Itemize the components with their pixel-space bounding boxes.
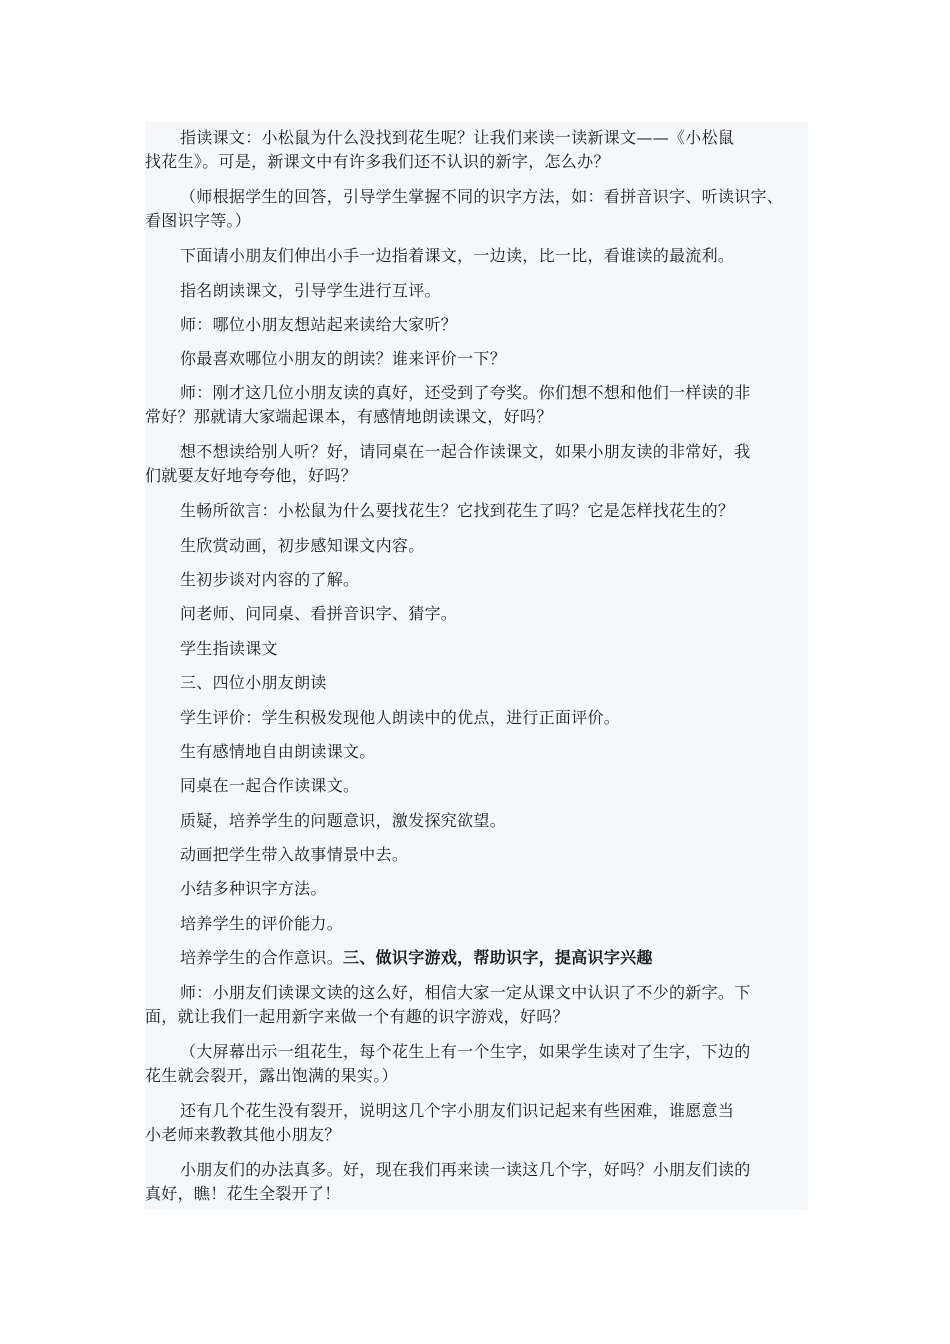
text-line: 小结多种识字方法。	[180, 879, 327, 898]
paragraph	[145, 244, 825, 268]
paragraph	[145, 499, 825, 523]
text-line: 学生评价：学生积极发现他人朗读中的优点，进行正面评价。	[180, 708, 621, 727]
text-line: 培养学生的评价能力。	[180, 914, 344, 933]
text-line: 小老师来教教其他小朋友？	[145, 1125, 341, 1144]
text-line: 你最喜欢哪位小朋友的朗读？谁来评价一下？	[180, 349, 507, 368]
text-line	[145, 946, 825, 970]
text-line: 学生指读课文	[180, 639, 278, 658]
paragraph	[145, 347, 825, 371]
text-line: 们就要友好地夸夸他，好吗？	[145, 466, 357, 485]
text-line: 质疑，培养学生的问题意识，激发探究欲望。	[180, 811, 507, 830]
text-line: 生有感情地自由朗读课文。	[180, 742, 376, 761]
paragraph	[145, 671, 825, 695]
text-line: 师：刚才这几位小朋友读的真好，还受到了夸奖。你们想不想和他们一样读的非	[180, 383, 751, 402]
paragraph	[145, 740, 825, 764]
text-line: 还有几个花生没有裂开，说明这几个字小朋友们识记起来有些困难，谁愿意当	[180, 1101, 735, 1120]
paragraph	[145, 534, 825, 558]
paragraph	[145, 912, 825, 936]
paragraph	[145, 313, 825, 337]
text-line: 动画把学生带入故事情景中去。	[180, 845, 409, 864]
paragraph	[145, 843, 825, 867]
text-line: （师根据学生的回答，引导学生掌握不同的识字方法，如：看拼音识字、听读识字、	[180, 187, 784, 206]
text-line: 生畅所欲言：小松鼠为什么要找花生？它找到花生了吗？它是怎样找花生的？	[180, 501, 735, 520]
line-text: 培养学生的合作意识。	[180, 948, 344, 967]
text-line: 指读课文：小松鼠为什么没找到花生呢？让我们来读一读新课文——《小松鼠	[180, 128, 735, 147]
text-line: 花生就会裂开，露出饱满的果实。）	[145, 1066, 398, 1085]
paragraph	[145, 637, 825, 661]
text-line: 下面请小朋友们伸出小手一边指着课文，一边读，比一比，看谁读的最流利。	[180, 246, 735, 265]
text-line: 师：哪位小朋友想站起来读给大家听？	[180, 315, 458, 334]
text-line: 师：小朋友们读课文读的这么好，相信大家一定从课文中认识了不少的新字。下	[180, 983, 751, 1002]
text-line: 三、四位小朋友朗读	[180, 673, 327, 692]
paragraph	[145, 809, 825, 833]
text-line: 面，就让我们一起用新字来做一个有趣的识字游戏，好吗？	[145, 1007, 569, 1026]
paragraph	[145, 185, 825, 233]
paragraph	[145, 706, 825, 730]
text-line: 生初步谈对内容的了解。	[180, 570, 360, 589]
paragraph	[145, 279, 825, 303]
text-line: 指名朗读课文，引导学生进行互评。	[180, 281, 441, 300]
paragraph	[145, 946, 825, 970]
text-line: 小朋友们的办法真多。好，现在我们再来读一读这几个字，好吗？小朋友们读的	[180, 1160, 751, 1179]
paragraph	[145, 774, 825, 798]
text-line: 看图识字等。）	[145, 211, 252, 230]
paragraph	[145, 1040, 825, 1088]
text-line: 想不想读给别人听？好，请同桌在一起合作读课文，如果小朋友读的非常好，我	[180, 442, 751, 461]
paragraph	[145, 877, 825, 901]
paragraph	[145, 602, 825, 626]
paragraph	[145, 126, 825, 174]
paragraph	[145, 440, 825, 488]
paragraph	[145, 981, 825, 1029]
text-line: 找花生》。可是，新课文中有许多我们还不认识的新字，怎么办？	[145, 152, 610, 171]
paragraph	[145, 1099, 825, 1147]
section-heading: 三、做识字游戏，帮助识字，提高识字兴趣	[343, 948, 653, 967]
text-line: 问老师、问同桌、看拼音识字、猜字。	[180, 604, 458, 623]
paragraph	[145, 568, 825, 592]
paragraph	[145, 1158, 825, 1206]
text-line: 同桌在一起合作读课文。	[180, 776, 360, 795]
paragraph	[145, 381, 825, 429]
text-line: 生欣赏动画，初步感知课文内容。	[180, 536, 425, 555]
text-line: 真好，瞧！花生全裂开了！	[145, 1184, 341, 1203]
text-line: （大屏幕出示一组花生，每个花生上有一个生字，如果学生读对了生字，下边的	[180, 1042, 751, 1061]
text-line: 常好？那就请大家端起课本，有感情地朗读课文，好吗？	[145, 407, 553, 426]
document-page	[145, 122, 808, 1210]
